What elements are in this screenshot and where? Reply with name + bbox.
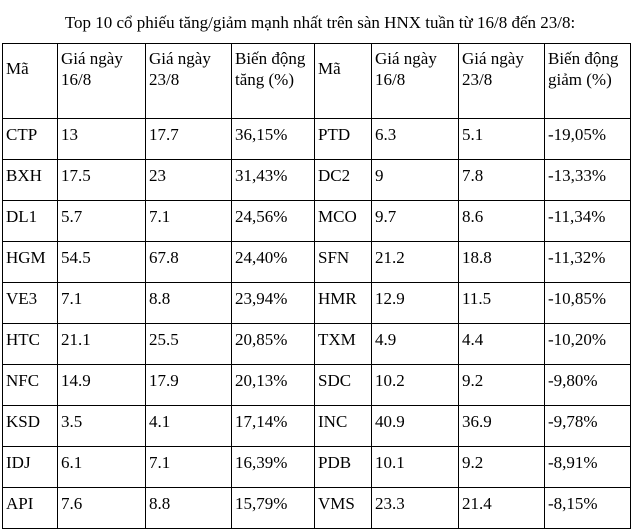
cell-ma-tang: DL1 [3, 201, 58, 242]
cell-giam: -10,20% [545, 324, 631, 365]
cell-gia-23: 8.8 [146, 283, 232, 324]
cell-gia-16: 7.6 [58, 488, 146, 529]
cell-gia-23-giam: 4.4 [459, 324, 545, 365]
cell-gia-16-giam: 9 [372, 160, 459, 201]
cell-gia-23-giam: 21.4 [459, 488, 545, 529]
cell-gia-16: 6.1 [58, 447, 146, 488]
table-row [3, 324, 631, 365]
header-ma: Mã [3, 44, 58, 119]
cell-giam: -10,85% [545, 283, 631, 324]
cell-gia-16: 21.1 [58, 324, 146, 365]
cell-giam: -9,80% [545, 365, 631, 406]
cell-gia-16: 13 [58, 119, 146, 160]
cell-giam: -8,91% [545, 447, 631, 488]
cell-ma-giam: SFN [315, 242, 372, 283]
cell-gia-16: 3.5 [58, 406, 146, 447]
cell-gia-16: 17.5 [58, 160, 146, 201]
cell-gia-16-giam: 9.7 [372, 201, 459, 242]
cell-ma-giam: HMR [315, 283, 372, 324]
table-row [3, 406, 631, 447]
cell-giam: -9,78% [545, 406, 631, 447]
cell-gia-16-giam: 23.3 [372, 488, 459, 529]
table-row [3, 283, 631, 324]
cell-gia-23: 17.9 [146, 365, 232, 406]
cell-gia-23-giam: 11.5 [459, 283, 545, 324]
table-row [3, 365, 631, 406]
header-gia-23-8-giam: Giá ngày 23/8 [459, 44, 545, 119]
table-row [3, 201, 631, 242]
header-gia-16-8-giam: Giá ngày 16/8 [372, 44, 459, 119]
header-ma-giam: Mã [315, 44, 372, 119]
cell-ma-giam: SDC [315, 365, 372, 406]
cell-ma-tang: VE3 [3, 283, 58, 324]
cell-gia-23-giam: 5.1 [459, 119, 545, 160]
cell-ma-tang: HGM [3, 242, 58, 283]
cell-gia-23: 4.1 [146, 406, 232, 447]
cell-giam: -11,32% [545, 242, 631, 283]
cell-gia-23: 7.1 [146, 447, 232, 488]
header-bien-dong-giam: Biến động giảm (%) [545, 44, 631, 119]
cell-ma-giam: DC2 [315, 160, 372, 201]
cell-giam: -13,33% [545, 160, 631, 201]
cell-tang: 36,15% [232, 119, 315, 160]
cell-tang: 20,13% [232, 365, 315, 406]
cell-gia-16: 14.9 [58, 365, 146, 406]
table-row [3, 447, 631, 488]
cell-gia-16: 5.7 [58, 201, 146, 242]
cell-gia-16-giam: 4.9 [372, 324, 459, 365]
table-row [3, 119, 631, 160]
cell-gia-23-giam: 7.8 [459, 160, 545, 201]
cell-gia-23: 25.5 [146, 324, 232, 365]
cell-ma-giam: PDB [315, 447, 372, 488]
cell-gia-16-giam: 10.1 [372, 447, 459, 488]
cell-gia-16: 7.1 [58, 283, 146, 324]
cell-gia-23: 7.1 [146, 201, 232, 242]
cell-gia-23: 67.8 [146, 242, 232, 283]
cell-ma-giam: MCO [315, 201, 372, 242]
cell-ma-giam: TXM [315, 324, 372, 365]
cell-ma-giam: INC [315, 406, 372, 447]
cell-tang: 20,85% [232, 324, 315, 365]
cell-gia-23-giam: 9.2 [459, 447, 545, 488]
cell-giam: -8,15% [545, 488, 631, 529]
cell-gia-16-giam: 21.2 [372, 242, 459, 283]
header-bien-dong-tang: Biến động tăng (%) [232, 44, 315, 119]
cell-ma-giam: PTD [315, 119, 372, 160]
cell-tang: 24,40% [232, 242, 315, 283]
table-row [3, 488, 631, 529]
header-gia-23-8: Giá ngày 23/8 [146, 44, 232, 119]
cell-giam: -11,34% [545, 201, 631, 242]
cell-tang: 24,56% [232, 201, 315, 242]
table-row [3, 242, 631, 283]
header-gia-16-8: Giá ngày 16/8 [58, 44, 146, 119]
cell-gia-23: 8.8 [146, 488, 232, 529]
table-row [3, 160, 631, 201]
cell-ma-tang: HTC [3, 324, 58, 365]
stock-table [2, 43, 631, 529]
cell-ma-tang: NFC [3, 365, 58, 406]
cell-ma-tang: CTP [3, 119, 58, 160]
cell-ma-giam: VMS [315, 488, 372, 529]
cell-giam: -19,05% [545, 119, 631, 160]
cell-gia-23: 17.7 [146, 119, 232, 160]
cell-gia-16: 54.5 [58, 242, 146, 283]
cell-tang: 15,79% [232, 488, 315, 529]
cell-gia-23-giam: 36.9 [459, 406, 545, 447]
cell-gia-23-giam: 8.6 [459, 201, 545, 242]
cell-gia-23-giam: 9.2 [459, 365, 545, 406]
header-row [3, 44, 631, 119]
cell-gia-16-giam: 40.9 [372, 406, 459, 447]
cell-tang: 17,14% [232, 406, 315, 447]
cell-ma-tang: IDJ [3, 447, 58, 488]
cell-gia-16-giam: 6.3 [372, 119, 459, 160]
cell-ma-tang: BXH [3, 160, 58, 201]
cell-gia-16-giam: 10.2 [372, 365, 459, 406]
cell-ma-tang: API [3, 488, 58, 529]
cell-ma-tang: KSD [3, 406, 58, 447]
cell-tang: 23,94% [232, 283, 315, 324]
cell-tang: 16,39% [232, 447, 315, 488]
cell-tang: 31,43% [232, 160, 315, 201]
cell-gia-16-giam: 12.9 [372, 283, 459, 324]
table-title: Top 10 cổ phiếu tăng/giảm mạnh nhất trên sàn HNX tuần từ 16/8 đến 23/8: [64, 13, 576, 32]
cell-gia-23: 23 [146, 160, 232, 201]
cell-gia-23-giam: 18.8 [459, 242, 545, 283]
